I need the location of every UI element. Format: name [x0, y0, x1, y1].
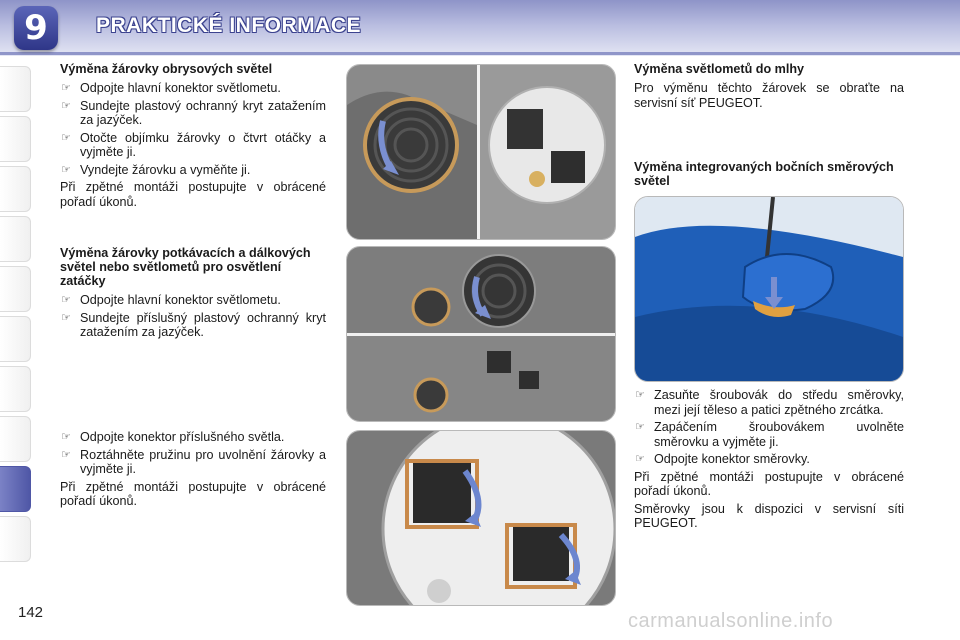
illustration-parking-light-bulb — [346, 64, 616, 240]
chapter-tab[interactable] — [0, 316, 31, 362]
right-section-fog-lights — [634, 62, 904, 113]
chapter-tab[interactable] — [0, 516, 31, 562]
list-item: ☞ Zasuňte šroubovák do středu směrovky, mezi její těleso a patici zpětného zrcátka. — [635, 388, 904, 417]
illustration-bulb-spring — [346, 430, 616, 606]
list-item: ☞ Sundejte plastový ochranný kryt zatažením za jazýček. — [61, 98, 326, 127]
page-header — [0, 0, 960, 56]
note-text: Při zpětné montáži postupujte v obrácené pořadí úkonů. — [634, 469, 904, 498]
left-section-bulb-removal — [60, 430, 326, 512]
watermark: carmanualsonline.info — [628, 610, 834, 632]
instruction-list — [60, 430, 326, 477]
chapter-tabs — [0, 66, 34, 576]
illustration-headlight-covers — [346, 246, 616, 422]
list-item: ☞ Odpojte konektor směrovky. — [635, 452, 810, 466]
chapter-tab[interactable] — [0, 416, 31, 462]
pointing-hand-icon: ☞ — [635, 389, 645, 401]
right-section-indicator-steps — [634, 388, 904, 534]
chapter-badge: 9 — [14, 6, 58, 50]
list-item: ☞ Zapáčením šroubovákem uvolněte směrovku a vyjměte ji. — [635, 420, 904, 449]
list-item: ☞ Roztáhněte pružinu pro uvolnění žárovky a vyjměte ji. — [61, 447, 326, 476]
instruction-list — [60, 293, 326, 340]
section-title: Výměna integrovaných bočních směrových světel — [634, 160, 894, 188]
pointing-hand-icon: ☞ — [635, 453, 645, 465]
note-text: Při zpětné montáži postupujte v obrácené pořadí úkonů. — [60, 180, 326, 209]
chapter-tab[interactable] — [0, 266, 31, 312]
note-text: Směrovky jsou k dispozici v servisní síti PEUGEOT. — [634, 501, 904, 530]
pointing-hand-icon: ☞ — [61, 311, 71, 324]
chapter-tab-active[interactable] — [0, 466, 31, 512]
list-item: ☞ Sundejte příslušný plastový ochranný kryt zatažením za jazýček. — [61, 310, 326, 339]
pointing-hand-icon: ☞ — [61, 163, 71, 176]
note-text: Při zpětné montáži postupujte v obrácené pořadí úkonů. — [60, 479, 326, 508]
illustration-mirror-indicator — [634, 196, 904, 382]
chapter-tab[interactable] — [0, 166, 31, 212]
section-title: Výměna žárovky potkávacích a dálkových světel nebo světlometů pro osvětlení zatáčky — [60, 246, 311, 288]
pointing-hand-icon: ☞ — [61, 294, 71, 306]
list-item: ☞ Odpojte hlavní konektor světlometu. — [61, 81, 281, 95]
chapter-tab[interactable] — [0, 216, 31, 262]
page-title: PRAKTICKÉ INFORMACE — [96, 14, 361, 37]
section-text: Pro výměnu těchto žárovek se obraťte na servisní síť PEUGEOT. — [634, 81, 904, 110]
pointing-hand-icon: ☞ — [61, 131, 71, 144]
pointing-hand-icon: ☞ — [61, 448, 71, 461]
section-title: Výměna žárovky obrysových světel — [60, 62, 273, 76]
pointing-hand-icon: ☞ — [61, 99, 71, 112]
header-divider — [0, 52, 960, 55]
list-item: ☞ Vyndejte žárovku a vyměňte ji. — [61, 162, 251, 177]
pointing-hand-icon: ☞ — [61, 82, 71, 94]
pointing-hand-icon: ☞ — [635, 421, 645, 433]
section-title: Výměna světlometů do mlhy — [634, 62, 805, 76]
list-item: ☞ Odpojte konektor příslušného světla. — [61, 430, 285, 444]
chapter-tab[interactable] — [0, 66, 31, 112]
page-number: 142 — [18, 604, 44, 621]
left-section-headlights — [60, 246, 326, 343]
instruction-list — [60, 81, 326, 177]
chapter-tab[interactable] — [0, 366, 31, 412]
pointing-hand-icon: ☞ — [61, 431, 71, 443]
list-item: ☞ Odpojte hlavní konektor světlometu. — [61, 293, 281, 307]
list-item: ☞ Otočte objímku žárovky o čtvrt otáčky a vyjměte ji. — [61, 130, 326, 159]
instruction-list — [634, 388, 904, 467]
right-section-side-indicators — [634, 160, 904, 193]
left-section-parking-lights — [60, 62, 326, 212]
chapter-tab[interactable] — [0, 116, 31, 162]
